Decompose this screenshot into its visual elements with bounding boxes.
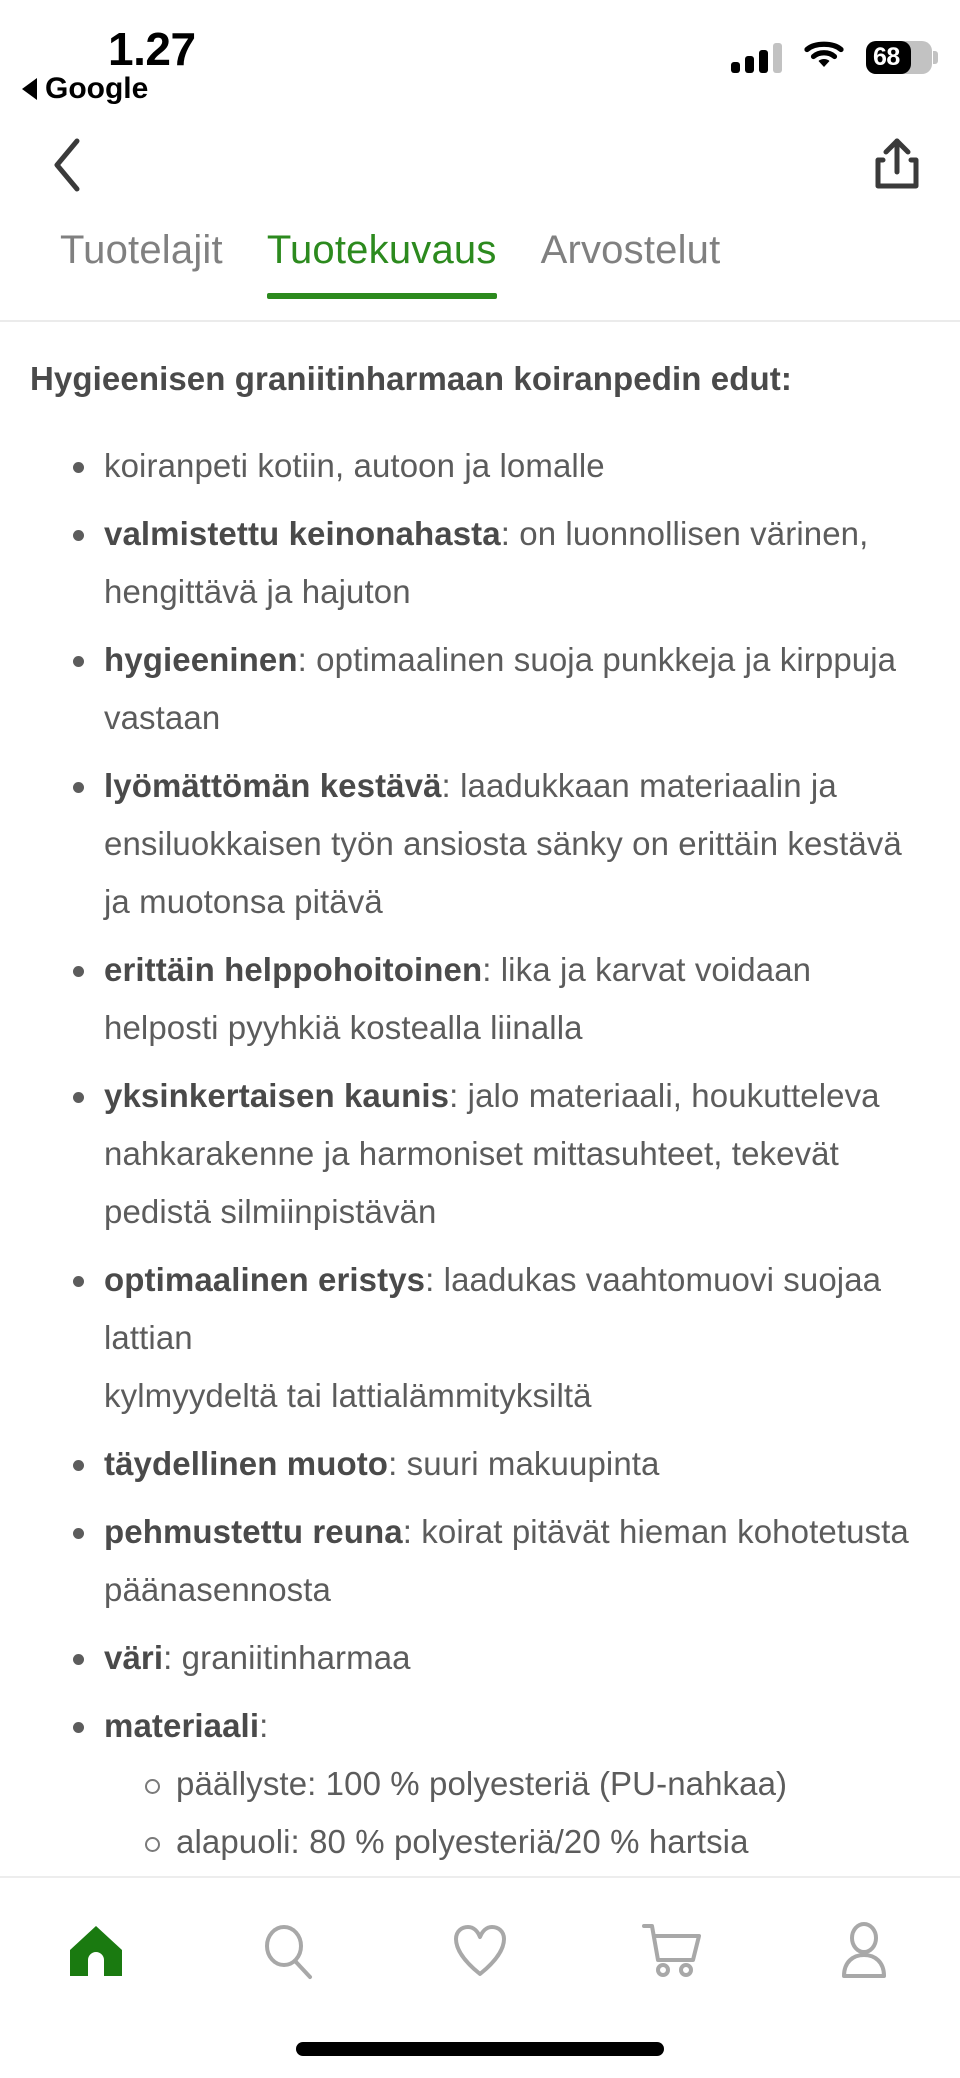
list-item-term: optimaalinen eristys (104, 1260, 426, 1298)
cart-icon (639, 1920, 705, 1987)
list-item-text: : koirat pitävät hieman kohotetusta päänasennosta (104, 1512, 909, 1608)
product-description-panel (0, 330, 960, 1870)
list-item-term: lyömättömän kestävä (104, 766, 442, 804)
share-button[interactable] (864, 134, 930, 200)
back-app-label: Google (45, 72, 149, 105)
list-item-term: yksinkertaisen kaunis (104, 1076, 450, 1114)
list-item-text: : laadukkaan materiaalin ja ensiluokkaisen työn ansiosta sänky on erittäin kestävä ja muotonsa pitävä (104, 766, 902, 920)
list-item-text: : suuri makuupinta (388, 1444, 660, 1482)
profile-icon (832, 1920, 896, 1987)
list-item-text: : graniitinharmaa (163, 1638, 411, 1676)
list-item-continuation: kylmyydeltä tai lattialämmityksiltä (104, 1376, 592, 1414)
nav-item-search[interactable] (192, 1920, 384, 1987)
list-item (30, 1435, 930, 1493)
list-item (30, 1067, 930, 1241)
back-triangle-icon (22, 78, 37, 100)
cellular-signal-icon (731, 43, 782, 73)
battery-level: 68 (873, 43, 900, 71)
sub-list-item-text: alapuoli: 80 % polyesteriä/20 % hartsia (176, 1822, 749, 1860)
product-tabs (0, 228, 960, 324)
list-item-term: hygieeninen (104, 640, 298, 678)
back-button[interactable] (36, 134, 102, 200)
list-item-term: pehmustettu reuna (104, 1512, 403, 1550)
tab-tuotekuvaus[interactable]: Tuotekuvaus (245, 228, 519, 299)
list-item-term: erittäin helppohoitoinen (104, 950, 483, 988)
nav-item-cart[interactable] (576, 1920, 768, 1987)
nav-item-home[interactable] (0, 1920, 192, 1987)
benefits-list (30, 437, 930, 1929)
list-item-term: valmistettu keinonahasta (104, 514, 501, 552)
list-item (30, 1251, 930, 1425)
tab-arvostelut[interactable]: Arvostelut (540, 228, 721, 272)
list-item (104, 1813, 930, 1871)
list-item-text: : laadukas vaahtomuovi suojaa lattian (104, 1260, 882, 1356)
sub-list-item-text: päällyste: 100 % polyesteriä (PU-nahkaa) (176, 1764, 788, 1802)
battery-icon (866, 41, 932, 74)
status-icons (731, 40, 932, 75)
bottom-navigation-bar (0, 1876, 960, 2078)
nav-item-favorites[interactable] (384, 1920, 576, 1987)
description-title: Hygieenisen graniitinharmaan koiranpedin edut: (30, 360, 792, 397)
wifi-icon (804, 40, 844, 75)
list-item-term: täydellinen muoto (104, 1444, 389, 1482)
list-item (30, 941, 930, 1057)
list-item-text: : on luonnollisen värinen, hengittävä ja hajuton (104, 514, 869, 610)
back-to-app-link[interactable] (22, 72, 148, 106)
share-icon (871, 136, 923, 199)
list-item-text: : lika ja karvat voidaan helposti pyyhkiä kostealla liinalla (104, 950, 812, 1046)
search-icon (256, 1920, 320, 1987)
list-item-term: materiaali (104, 1706, 260, 1744)
list-item (30, 1503, 930, 1619)
navigation-bar (0, 112, 960, 222)
tab-tuotelajit[interactable]: Tuotelajit (60, 228, 223, 272)
tabs-divider (0, 320, 960, 322)
chevron-left-icon (49, 135, 89, 200)
status-bar (0, 0, 960, 112)
status-time: 1.27 (108, 23, 196, 75)
list-item-text: : jalo materiaali, houkutteleva nahkarakenne ja harmoniset mittasuhteet, tekevät pedistä silmiinpistävän (104, 1076, 880, 1230)
home-indicator (296, 2042, 664, 2056)
list-item-text: : optimaalinen suoja punkkeja ja kirppuja vastaan (104, 640, 897, 736)
list-item (30, 505, 930, 621)
list-item-text: koiranpeti kotiin, autoon ja lomalle (104, 446, 605, 484)
heart-icon (448, 1920, 512, 1987)
home-icon (64, 1920, 128, 1987)
nav-item-profile[interactable] (768, 1920, 960, 1987)
list-item (30, 1629, 930, 1687)
list-item (30, 631, 930, 747)
list-item (104, 1755, 930, 1813)
list-item (30, 437, 930, 495)
list-item (30, 757, 930, 931)
list-item-text: : (259, 1706, 269, 1744)
list-item-term: väri (104, 1638, 164, 1676)
